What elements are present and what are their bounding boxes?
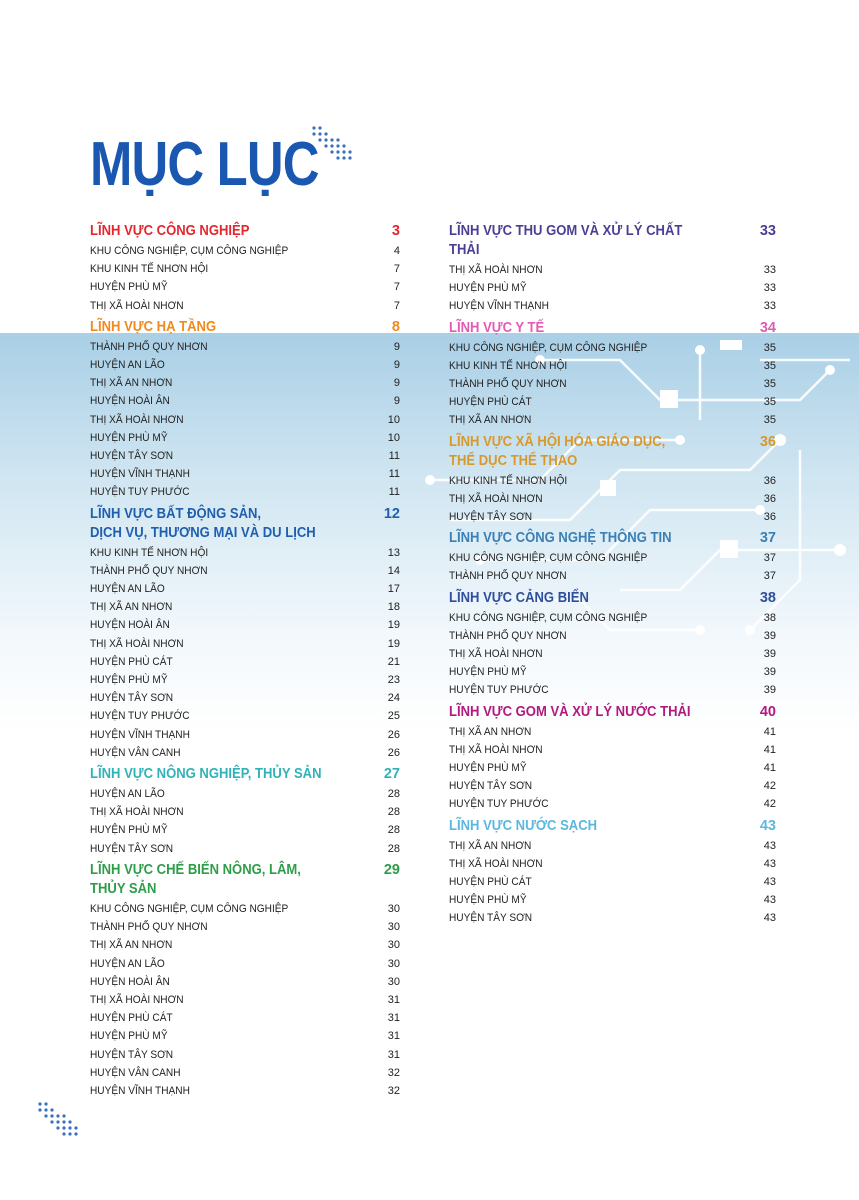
entry-name: HUYỆN AN LÃO bbox=[90, 359, 165, 372]
entry-page-number: 11 bbox=[388, 450, 400, 463]
section-title: LĨNH VỰC CẢNG BIỂN bbox=[449, 589, 589, 606]
entry-page-number: 39 bbox=[763, 648, 776, 661]
toc-section bbox=[90, 318, 400, 502]
entry-page-number: 28 bbox=[387, 806, 400, 819]
entry-page-number: 37 bbox=[763, 570, 776, 583]
entry-page-number: 35 bbox=[763, 341, 776, 354]
toc-entry[interactable] bbox=[90, 1046, 400, 1064]
entry-page-number: 9 bbox=[393, 377, 400, 390]
toc-entry[interactable] bbox=[449, 508, 776, 526]
entry-name: HUYỆN PHÙ CÁT bbox=[90, 655, 173, 668]
toc-section bbox=[90, 505, 400, 762]
section-heading[interactable] bbox=[449, 319, 776, 338]
entry-page-number: 31 bbox=[387, 1030, 400, 1043]
entry-page-number: 28 bbox=[387, 788, 400, 801]
entry-page-number: 33 bbox=[763, 264, 776, 276]
entry-page-number: 30 bbox=[387, 902, 400, 915]
entry-name: HUYỆN HOÀI ÂN bbox=[90, 975, 170, 988]
entry-page-number: 37 bbox=[763, 552, 776, 565]
toc-entry[interactable] bbox=[90, 707, 400, 725]
toc-entry[interactable] bbox=[90, 297, 400, 315]
toc-entry[interactable] bbox=[449, 297, 776, 315]
section-page-number: 3 bbox=[391, 223, 400, 239]
entry-name: HUYỆN PHÙ MỸ bbox=[90, 674, 168, 687]
entry-page-number: 28 bbox=[387, 824, 400, 837]
toc-entry[interactable] bbox=[449, 339, 776, 357]
entry-page-number: 19 bbox=[387, 637, 400, 650]
toc-entry[interactable] bbox=[449, 909, 776, 927]
section-page-number: 8 bbox=[391, 318, 400, 335]
entry-name: KHU CÔNG NGHIỆP, CỤM CÔNG NGHIỆP bbox=[90, 245, 289, 257]
toc-entry[interactable] bbox=[90, 429, 400, 447]
entry-name: THÀNH PHỐ QUY NHƠN bbox=[90, 340, 208, 353]
section-page-number: 34 bbox=[759, 319, 776, 336]
entry-page-number: 14 bbox=[387, 564, 400, 577]
section-page-number: 36 bbox=[759, 433, 776, 450]
entry-page-number: 43 bbox=[763, 912, 776, 925]
entry-page-number: 36 bbox=[763, 492, 776, 505]
section-heading[interactable] bbox=[90, 861, 400, 899]
entry-name: THỊ XÃ AN NHƠN bbox=[449, 725, 532, 738]
toc-entry[interactable] bbox=[449, 549, 776, 567]
entry-page-number: 13 bbox=[387, 546, 400, 559]
entry-page-number: 36 bbox=[763, 474, 776, 487]
entry-page-number: 26 bbox=[387, 746, 400, 759]
entry-page-number: 32 bbox=[387, 1084, 400, 1097]
entry-name: HUYỆN VĨNH THẠNH bbox=[90, 728, 190, 741]
toc-entry[interactable] bbox=[90, 447, 400, 465]
toc-section bbox=[449, 529, 776, 585]
toc-entry[interactable] bbox=[90, 483, 400, 501]
entry-name: HUYỆN TÂY SƠN bbox=[449, 780, 533, 793]
entry-name: THỊ XÃ AN NHƠN bbox=[90, 939, 173, 952]
toc-entry[interactable] bbox=[449, 472, 776, 490]
toc-entry[interactable] bbox=[449, 777, 776, 795]
section-title: LĨNH VỰC GOM VÀ XỬ LÝ NƯỚC THẢI bbox=[449, 703, 691, 720]
entry-name: HUYỆN VĨNH THẠNH bbox=[90, 468, 190, 481]
entry-name: THỊ XÃ HOÀI NHƠN bbox=[449, 743, 543, 756]
section-page-number: 43 bbox=[759, 817, 776, 834]
entry-name: HUYỆN PHÙ MỸ bbox=[90, 824, 168, 837]
toc-entry[interactable] bbox=[449, 723, 776, 741]
section-title: LĨNH VỰC XÃ HỘI HÓA GIÁO DỤC, THỂ DỤC THỂ THAO bbox=[449, 433, 666, 469]
toc-entry[interactable] bbox=[90, 689, 400, 707]
toc-entry[interactable] bbox=[90, 936, 400, 954]
entry-name: HUYỆN PHÙ MỸ bbox=[449, 282, 527, 295]
toc-entry[interactable] bbox=[90, 726, 400, 744]
toc-entry[interactable] bbox=[449, 837, 776, 855]
section-title: LĨNH VỰC HẠ TẦNG bbox=[90, 318, 217, 335]
toc-entry[interactable] bbox=[449, 567, 776, 585]
entry-name: HUYỆN TUY PHƯỚC bbox=[90, 486, 190, 499]
entry-page-number: 10 bbox=[387, 413, 400, 426]
section-title: LĨNH VỰC CHẾ BIẾN NÔNG, LÂM, THỦY SẢN bbox=[90, 861, 301, 897]
entry-name: THỊ XÃ HOÀI NHƠN bbox=[90, 993, 184, 1006]
entry-name: HUYỆN TÂY SƠN bbox=[449, 511, 533, 524]
section-page-number: 29 bbox=[383, 861, 400, 878]
toc-entry[interactable] bbox=[90, 635, 400, 653]
entry-page-number: 10 bbox=[387, 431, 400, 444]
toc-entry[interactable] bbox=[90, 544, 400, 562]
entry-page-number: 7 bbox=[393, 299, 400, 312]
entry-name: HUYỆN PHÙ MỸ bbox=[449, 666, 527, 679]
entry-name: THỊ XÃ HOÀI NHƠN bbox=[90, 299, 184, 312]
toc-entry[interactable] bbox=[90, 580, 400, 598]
section-title: LĨNH VỰC NÔNG NGHIỆP, THỦY SẢN bbox=[90, 766, 322, 783]
entry-page-number: 28 bbox=[387, 842, 400, 855]
toc-entry[interactable] bbox=[449, 741, 776, 759]
section-heading[interactable] bbox=[449, 433, 776, 471]
toc-entry[interactable] bbox=[90, 900, 400, 918]
toc-entry[interactable] bbox=[449, 681, 776, 699]
entry-name: KHU KINH TẾ NHƠN HỘI bbox=[90, 263, 209, 276]
toc-entry[interactable] bbox=[90, 653, 400, 671]
entry-name: HUYỆN PHÙ MỸ bbox=[449, 894, 527, 907]
toc-entry[interactable] bbox=[90, 616, 400, 634]
entry-page-number: 23 bbox=[387, 674, 400, 687]
entry-page-number: 39 bbox=[763, 684, 776, 697]
toc-entry[interactable] bbox=[90, 392, 400, 410]
entry-page-number: 43 bbox=[763, 894, 776, 907]
entry-name: HUYỆN TÂY SƠN bbox=[90, 1048, 174, 1061]
entry-name: KHU CÔNG NGHIỆP, CỤM CÔNG NGHIỆP bbox=[449, 611, 648, 624]
toc-entry[interactable] bbox=[449, 261, 776, 279]
entry-name: HUYỆN TÂY SƠN bbox=[90, 692, 174, 705]
toc-entry[interactable] bbox=[449, 855, 776, 873]
toc-entry[interactable] bbox=[90, 973, 400, 991]
entry-page-number: 7 bbox=[393, 281, 400, 294]
toc-entry[interactable] bbox=[449, 759, 776, 777]
toc-section bbox=[90, 765, 400, 858]
entry-name: HUYỆN AN LÃO bbox=[90, 788, 165, 801]
entry-page-number: 25 bbox=[387, 710, 400, 723]
toc-entry[interactable] bbox=[90, 821, 400, 839]
entry-page-number: 35 bbox=[763, 396, 776, 409]
section-page-number: 33 bbox=[759, 223, 776, 239]
toc-entry[interactable] bbox=[449, 609, 776, 627]
entry-page-number: 33 bbox=[763, 300, 776, 313]
toc-section bbox=[449, 703, 776, 814]
toc-column-left bbox=[90, 222, 400, 1103]
toc-entry[interactable] bbox=[90, 918, 400, 936]
toc-entry[interactable] bbox=[90, 465, 400, 483]
entry-page-number: 24 bbox=[387, 692, 400, 705]
toc-section bbox=[449, 817, 776, 928]
entry-name: HUYỆN VÂN CANH bbox=[90, 1066, 181, 1079]
section-title: LĨNH VỰC THU GOM VÀ XỬ LÝ CHẤT THẢI bbox=[449, 223, 683, 258]
entry-name: THỊ XÃ HOÀI NHƠN bbox=[90, 637, 184, 650]
toc-entry[interactable] bbox=[449, 279, 776, 297]
entry-page-number: 43 bbox=[763, 857, 776, 870]
entry-name: HUYỆN PHÙ CÁT bbox=[449, 396, 532, 409]
toc-entry[interactable] bbox=[90, 1082, 400, 1100]
entry-page-number: 43 bbox=[763, 876, 776, 889]
toc-entry[interactable] bbox=[90, 803, 400, 821]
toc-entry[interactable] bbox=[90, 260, 400, 278]
entry-name: THỊ XÃ HOÀI NHƠN bbox=[90, 413, 184, 426]
entry-page-number: 39 bbox=[763, 666, 776, 679]
toc-entry[interactable] bbox=[90, 1027, 400, 1045]
entry-page-number: 30 bbox=[387, 957, 400, 970]
toc-entry[interactable] bbox=[449, 873, 776, 891]
toc-entry[interactable] bbox=[90, 785, 400, 803]
section-heading[interactable] bbox=[449, 703, 776, 722]
entry-name: HUYỆN VĨNH THẠNH bbox=[90, 1084, 190, 1097]
entry-page-number: 11 bbox=[388, 486, 400, 499]
entry-name: HUYỆN TUY PHƯỚC bbox=[449, 684, 549, 697]
toc-entry[interactable] bbox=[449, 627, 776, 645]
entry-name: HUYỆN HOÀI ÂN bbox=[90, 395, 170, 408]
entry-name: HUYỆN VĨNH THẠNH bbox=[449, 300, 549, 313]
entry-page-number: 31 bbox=[387, 1012, 400, 1025]
section-title: LĨNH VỰC CÔNG NGHỆ THÔNG TIN bbox=[449, 530, 672, 547]
section-heading[interactable] bbox=[90, 318, 400, 337]
section-heading[interactable] bbox=[90, 222, 400, 241]
entry-page-number: 39 bbox=[763, 629, 776, 642]
section-heading[interactable] bbox=[449, 817, 776, 836]
entry-name: HUYỆN PHÙ MỸ bbox=[90, 1030, 168, 1043]
entry-name: THỊ XÃ AN NHƠN bbox=[449, 414, 532, 427]
toc-section bbox=[449, 589, 776, 700]
toc-entry[interactable] bbox=[449, 891, 776, 909]
toc-entry[interactable] bbox=[449, 393, 776, 411]
entry-page-number: 30 bbox=[387, 975, 400, 988]
section-heading[interactable] bbox=[449, 529, 776, 548]
entry-page-number: 18 bbox=[387, 601, 400, 614]
entry-name: THỊ XÃ AN NHƠN bbox=[90, 377, 173, 390]
section-page-number: 12 bbox=[383, 505, 400, 522]
toc-section bbox=[449, 433, 776, 527]
section-page-number: 38 bbox=[759, 589, 776, 606]
section-title: LĨNH VỰC Y TẾ bbox=[449, 319, 545, 336]
entry-name: THỊ XÃ HOÀI NHƠN bbox=[449, 264, 543, 276]
toc-entry[interactable] bbox=[90, 562, 400, 580]
entry-page-number: 33 bbox=[763, 282, 776, 295]
entry-page-number: 21 bbox=[387, 655, 400, 668]
entry-page-number: 35 bbox=[763, 414, 776, 427]
entry-page-number: 35 bbox=[763, 378, 776, 391]
toc-entry[interactable] bbox=[90, 840, 400, 858]
entry-page-number: 31 bbox=[387, 1048, 400, 1061]
entry-name: THÀNH PHỐ QUY NHƠN bbox=[90, 564, 208, 577]
entry-name: HUYỆN AN LÃO bbox=[90, 957, 165, 970]
toc-section bbox=[90, 222, 400, 315]
entry-page-number: 9 bbox=[393, 359, 400, 372]
section-heading[interactable] bbox=[449, 222, 776, 260]
toc-entry[interactable] bbox=[90, 598, 400, 616]
entry-page-number: 17 bbox=[387, 583, 400, 596]
section-page-number: 27 bbox=[383, 766, 400, 783]
page-title: MỤC LỤC bbox=[90, 130, 319, 199]
toc-entry[interactable] bbox=[449, 663, 776, 681]
toc-entry[interactable] bbox=[90, 955, 400, 973]
toc-entry[interactable] bbox=[90, 242, 400, 260]
toc-entry[interactable] bbox=[90, 671, 400, 689]
section-page-number: 37 bbox=[759, 530, 776, 547]
entry-page-number: 31 bbox=[387, 993, 400, 1006]
section-heading[interactable] bbox=[449, 589, 776, 608]
entry-page-number: 30 bbox=[387, 921, 400, 934]
entry-page-number: 42 bbox=[763, 780, 776, 793]
entry-page-number: 9 bbox=[393, 340, 400, 353]
section-title: LĨNH VỰC CÔNG NGHIỆP bbox=[90, 223, 250, 239]
entry-page-number: 9 bbox=[393, 395, 400, 408]
entry-name: KHU KINH TẾ NHƠN HỘI bbox=[449, 359, 568, 372]
toc-entry[interactable] bbox=[90, 338, 400, 356]
entry-page-number: 43 bbox=[763, 839, 776, 852]
entry-name: THỊ XÃ HOÀI NHƠN bbox=[90, 806, 184, 819]
entry-page-number: 32 bbox=[387, 1066, 400, 1079]
toc-entry[interactable] bbox=[90, 1064, 400, 1082]
entry-name: HUYỆN TÂY SƠN bbox=[90, 450, 174, 463]
toc-column-right bbox=[449, 222, 776, 931]
entry-name: THỊ XÃ HOÀI NHƠN bbox=[449, 648, 543, 661]
section-heading[interactable] bbox=[90, 505, 400, 543]
toc-entry[interactable] bbox=[90, 278, 400, 296]
entry-name: THỊ XÃ AN NHƠN bbox=[90, 601, 173, 614]
toc-entry[interactable] bbox=[449, 645, 776, 663]
dots-decoration-bottom bbox=[36, 1100, 80, 1140]
toc-entry[interactable] bbox=[449, 411, 776, 429]
entry-page-number: 36 bbox=[763, 511, 776, 524]
toc-section bbox=[90, 861, 400, 1100]
entry-page-number: 19 bbox=[387, 619, 400, 632]
entry-name: HUYỆN TÂY SƠN bbox=[449, 912, 533, 925]
entry-page-number: 38 bbox=[763, 611, 776, 624]
entry-name: HUYỆN AN LÃO bbox=[90, 583, 165, 596]
entry-name: HUYỆN PHÙ CÁT bbox=[90, 1012, 173, 1025]
entry-name: HUYỆN TUY PHƯỚC bbox=[449, 798, 549, 811]
entry-name: KHU KINH TẾ NHƠN HỘI bbox=[90, 546, 209, 559]
toc-entry[interactable] bbox=[449, 375, 776, 393]
entry-name: HUYỆN VÂN CANH bbox=[90, 746, 181, 759]
toc-entry[interactable] bbox=[90, 744, 400, 762]
entry-name: HUYỆN TUY PHƯỚC bbox=[90, 710, 190, 723]
toc-entry[interactable] bbox=[449, 490, 776, 508]
entry-name: HUYỆN PHÙ MỸ bbox=[449, 762, 527, 775]
entry-name: HUYỆN TÂY SƠN bbox=[90, 842, 174, 855]
entry-page-number: 41 bbox=[763, 743, 776, 756]
entry-page-number: 35 bbox=[763, 359, 776, 372]
section-heading[interactable] bbox=[90, 765, 400, 784]
toc-entry[interactable] bbox=[449, 795, 776, 813]
toc-entry[interactable] bbox=[90, 374, 400, 392]
section-page-number: 40 bbox=[759, 703, 776, 720]
entry-name: THỊ XÃ AN NHƠN bbox=[449, 839, 532, 852]
entry-name: HUYỆN PHÙ MỸ bbox=[90, 431, 168, 444]
toc-section bbox=[449, 222, 776, 316]
toc-entry[interactable] bbox=[90, 411, 400, 429]
section-title: LĨNH VỰC NƯỚC SẠCH bbox=[449, 817, 598, 834]
entry-page-number: 4 bbox=[393, 245, 400, 257]
entry-name: THỊ XÃ HOÀI NHƠN bbox=[449, 857, 543, 870]
entry-name: KHU KINH TẾ NHƠN HỘI bbox=[449, 474, 568, 487]
toc-entry[interactable] bbox=[90, 991, 400, 1009]
entry-name: THỊ XÃ HOÀI NHƠN bbox=[449, 492, 543, 505]
entry-page-number: 41 bbox=[763, 725, 776, 738]
entry-name: THÀNH PHỐ QUY NHƠN bbox=[449, 629, 567, 642]
entry-name: THÀNH PHỐ QUY NHƠN bbox=[90, 921, 208, 934]
entry-name: HUYỆN PHÙ MỸ bbox=[90, 281, 168, 294]
entry-page-number: 41 bbox=[763, 762, 776, 775]
toc-entry[interactable] bbox=[449, 357, 776, 375]
entry-page-number: 11 bbox=[388, 468, 400, 481]
entry-page-number: 7 bbox=[393, 263, 400, 276]
entry-page-number: 30 bbox=[387, 939, 400, 952]
toc-entry[interactable] bbox=[90, 1009, 400, 1027]
toc-section bbox=[449, 319, 776, 430]
entry-name: THÀNH PHỐ QUY NHƠN bbox=[449, 378, 567, 391]
entry-name: HUYỆN PHÙ CÁT bbox=[449, 876, 532, 889]
entry-page-number: 26 bbox=[387, 728, 400, 741]
entry-page-number: 42 bbox=[763, 798, 776, 811]
toc-entry[interactable] bbox=[90, 356, 400, 374]
entry-name: THÀNH PHỐ QUY NHƠN bbox=[449, 570, 567, 583]
section-title: LĨNH VỰC BẤT ĐỘNG SẢN, DỊCH VỤ, THƯƠNG MẠI VÀ DU LỊCH bbox=[90, 505, 316, 541]
entry-name: KHU CÔNG NGHIỆP, CỤM CÔNG NGHIỆP bbox=[90, 902, 289, 915]
entry-name: HUYỆN HOÀI ÂN bbox=[90, 619, 170, 632]
entry-name: KHU CÔNG NGHIỆP, CỤM CÔNG NGHIỆP bbox=[449, 341, 648, 354]
entry-name: KHU CÔNG NGHIỆP, CỤM CÔNG NGHIỆP bbox=[449, 552, 648, 565]
